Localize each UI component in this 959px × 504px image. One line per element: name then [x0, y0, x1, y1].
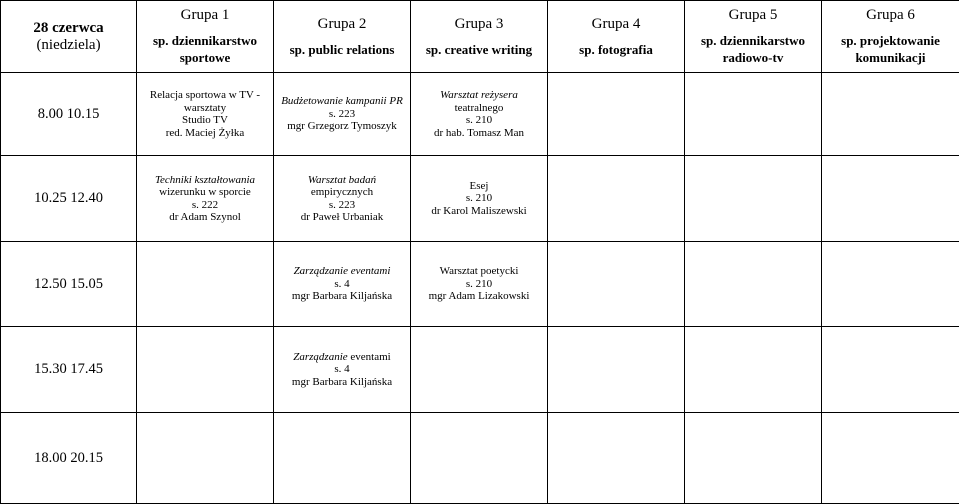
class-teacher: mgr Barbara Kiljańska	[274, 376, 410, 389]
empty-cell	[685, 156, 822, 242]
class-room: s. 222	[137, 199, 273, 212]
empty-cell	[822, 242, 959, 327]
time-row	[1, 413, 959, 504]
empty-cell	[548, 242, 685, 327]
time-slot: 12.50 15.05	[1, 242, 137, 327]
time-slot: 18.00 20.15	[1, 413, 137, 504]
group-header-4	[548, 1, 685, 73]
empty-cell	[137, 242, 274, 327]
group-name: Grupa 2	[274, 16, 410, 33]
group-header-3	[411, 1, 548, 73]
group-header-6	[822, 1, 959, 73]
group-header-1	[137, 1, 274, 73]
class-title: Warsztat reżysera	[411, 89, 547, 102]
class-title: Warsztat poetycki	[411, 265, 547, 278]
class-teacher: dr Adam Szynol	[137, 211, 273, 224]
empty-cell	[822, 156, 959, 242]
group-header-5	[685, 1, 822, 73]
empty-cell	[274, 413, 411, 504]
empty-cell	[685, 73, 822, 156]
class-cell	[274, 156, 411, 242]
empty-cell	[822, 73, 959, 156]
time-row	[1, 327, 959, 413]
group-name: Grupa 6	[822, 7, 959, 24]
class-cell	[137, 156, 274, 242]
class-title: Zarządzanie eventami	[274, 265, 410, 278]
class-teacher: mgr Adam Lizakowski	[411, 290, 547, 303]
class-cell	[274, 73, 411, 156]
date-label: 28 czerwca	[1, 20, 136, 37]
group-spec: sp. fotografia	[548, 41, 684, 58]
class-title-cont: warsztaty	[137, 102, 273, 115]
class-teacher: dr Karol Maliszewski	[411, 205, 547, 218]
date-cell	[1, 1, 137, 73]
class-cell	[274, 242, 411, 327]
time-row	[1, 242, 959, 327]
group-name: Grupa 4	[548, 16, 684, 33]
empty-cell	[548, 73, 685, 156]
group-spec: sp. projektowanie komunikacji	[822, 32, 959, 66]
class-cell	[411, 242, 548, 327]
empty-cell	[548, 413, 685, 504]
class-room: s. 4	[274, 278, 410, 291]
class-teacher: red. Maciej Żyłka	[137, 127, 273, 140]
class-room: s. 4	[274, 363, 410, 376]
class-room: s. 210	[411, 114, 547, 127]
empty-cell	[137, 413, 274, 504]
class-title: Techniki kształtowania	[137, 174, 273, 187]
class-room: s. 210	[411, 278, 547, 291]
class-room: s. 210	[411, 192, 547, 205]
time-row	[1, 156, 959, 242]
class-title-cont: empirycznych	[274, 186, 410, 199]
class-title: Esej	[411, 180, 547, 193]
empty-cell	[411, 327, 548, 413]
class-title: Warsztat badań	[274, 174, 410, 187]
class-cell	[411, 73, 548, 156]
empty-cell	[822, 413, 959, 504]
empty-cell	[685, 327, 822, 413]
group-spec: sp. creative writing	[411, 41, 547, 58]
class-cell	[274, 327, 411, 413]
class-title: Budżetowanie kampanii PR	[274, 95, 410, 108]
class-teacher: dr Paweł Urbaniak	[274, 211, 410, 224]
empty-cell	[685, 242, 822, 327]
empty-cell	[411, 413, 548, 504]
class-title-cont: teatralnego	[411, 102, 547, 115]
class-room: s. 223	[274, 199, 410, 212]
class-title-rest: eventami	[348, 351, 391, 363]
class-teacher: mgr Grzegorz Tymoszyk	[274, 120, 410, 133]
class-cell	[137, 73, 274, 156]
class-teacher: dr hab. Tomasz Man	[411, 127, 547, 140]
class-title: Relacja sportowa w TV -	[137, 89, 273, 102]
group-header-2	[274, 1, 411, 73]
group-name: Grupa 1	[137, 7, 273, 24]
weekday-label: (niedziela)	[1, 37, 136, 54]
class-title-cont: wizerunku w sporcie	[137, 186, 273, 199]
class-room: Studio TV	[137, 114, 273, 127]
empty-cell	[548, 327, 685, 413]
group-spec: sp. dziennikarstwo sportowe	[137, 32, 273, 66]
class-teacher: mgr Barbara Kiljańska	[274, 290, 410, 303]
empty-cell	[685, 413, 822, 504]
time-slot: 15.30 17.45	[1, 327, 137, 413]
group-name: Grupa 5	[685, 7, 821, 24]
class-title-italic: Zarządzanie	[293, 351, 347, 363]
empty-cell	[822, 327, 959, 413]
header-row	[1, 1, 959, 73]
time-slot: 10.25 12.40	[1, 156, 137, 242]
time-row	[1, 73, 959, 156]
group-spec: sp. dziennikarstwo radiowo-tv	[685, 32, 821, 66]
time-slot: 8.00 10.15	[1, 73, 137, 156]
class-room: s. 223	[274, 108, 410, 121]
group-name: Grupa 3	[411, 16, 547, 33]
class-cell	[411, 156, 548, 242]
class-title	[274, 351, 410, 364]
group-spec: sp. public relations	[274, 41, 410, 58]
empty-cell	[548, 156, 685, 242]
empty-cell	[137, 327, 274, 413]
